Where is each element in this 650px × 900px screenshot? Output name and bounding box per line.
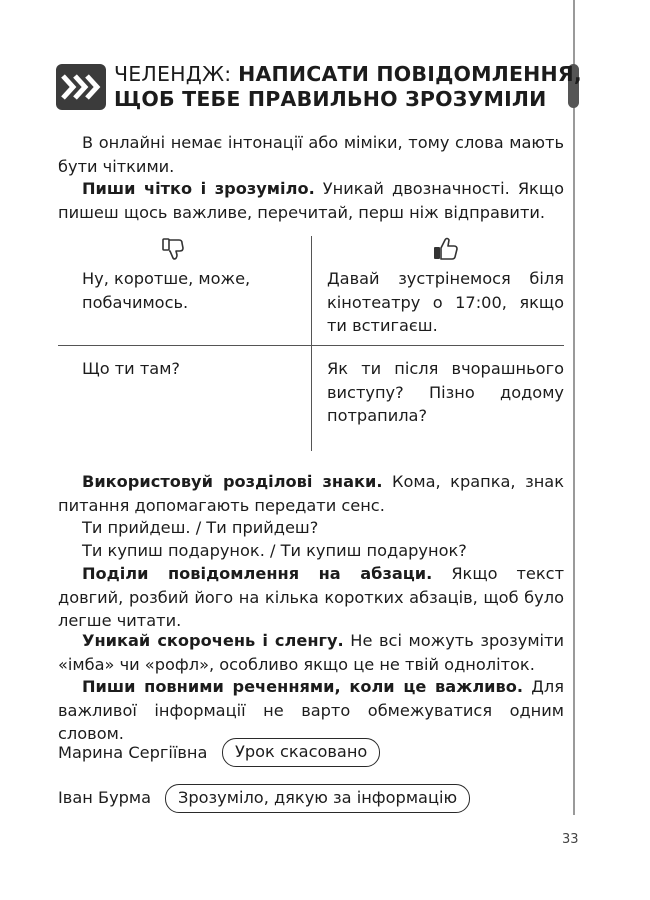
good-example-2: Як ти після вчорашнього виступу? Пізно додому потрапила? [327, 359, 564, 425]
bad-example-2: Що ти там? [82, 359, 181, 378]
chat-sender-2: Іван Бурма [58, 788, 152, 807]
clarity-paragraph: Пиши чітко і зрозуміло. Уникай двозначності. Якщо пишеш щось важливе, перечитай, перш ніж відправити. [58, 179, 564, 222]
punctuation-example-2: Ти купиш подарунок. / Ти купиш подарунок? [82, 541, 467, 560]
punctuation-paragraph: Використовуй розділові знаки. Кома, крапка, знак питання допомагають передати сенс. [58, 472, 564, 515]
table-divider-vertical [311, 236, 312, 451]
full-sentences-paragraph: Пиши повними реченнями, коли це важливо. Для важливої інформації не варто обмежуватися одним словом. [58, 677, 564, 743]
page-edge-line [573, 0, 575, 815]
page-number: 33 [562, 832, 579, 847]
thumbs-down-icon [161, 236, 187, 262]
punctuation-example-1: Ти прийдеш. / Ти прийдеш? [82, 518, 319, 537]
page-title: ЧЕЛЕНДЖ: НАПИСАТИ ПОВІДОМЛЕННЯ, ЩОБ ТЕБЕ ПРАВИЛЬНО ЗРОЗУМІЛИ [114, 62, 582, 111]
slang-paragraph: Уникай скорочень і сленгу. Не всі можуть зрозуміти «імба» чи «рофл», особливо якщо це не твій одноліток. [58, 631, 564, 674]
thumbs-up-icon [432, 236, 460, 262]
chat-message-2: Зрозуміло, дякую за інформацію [165, 784, 470, 813]
chat-sender-1: Марина Сергіївна [58, 743, 208, 762]
chat-message-1: Урок скасовано [222, 738, 380, 767]
paragraphs-paragraph: Поділи повідомлення на абзаци. Якщо текст довгий, розбий його на кілька коротких абзаців, щоб було легше читати. [58, 564, 565, 630]
table-divider-horizontal [58, 345, 564, 346]
intro-paragraph: В онлайні немає інтонації або міміки, тому слова мають бути чіткими. [58, 133, 564, 176]
triple-chevron-icon [56, 64, 106, 110]
bad-example-1: Ну, коротше, може, побачимось. [82, 269, 251, 312]
good-example-1: Давай зустрінемося біля кінотеатру о 17:00, якщо ти встигаєш. [327, 269, 564, 335]
